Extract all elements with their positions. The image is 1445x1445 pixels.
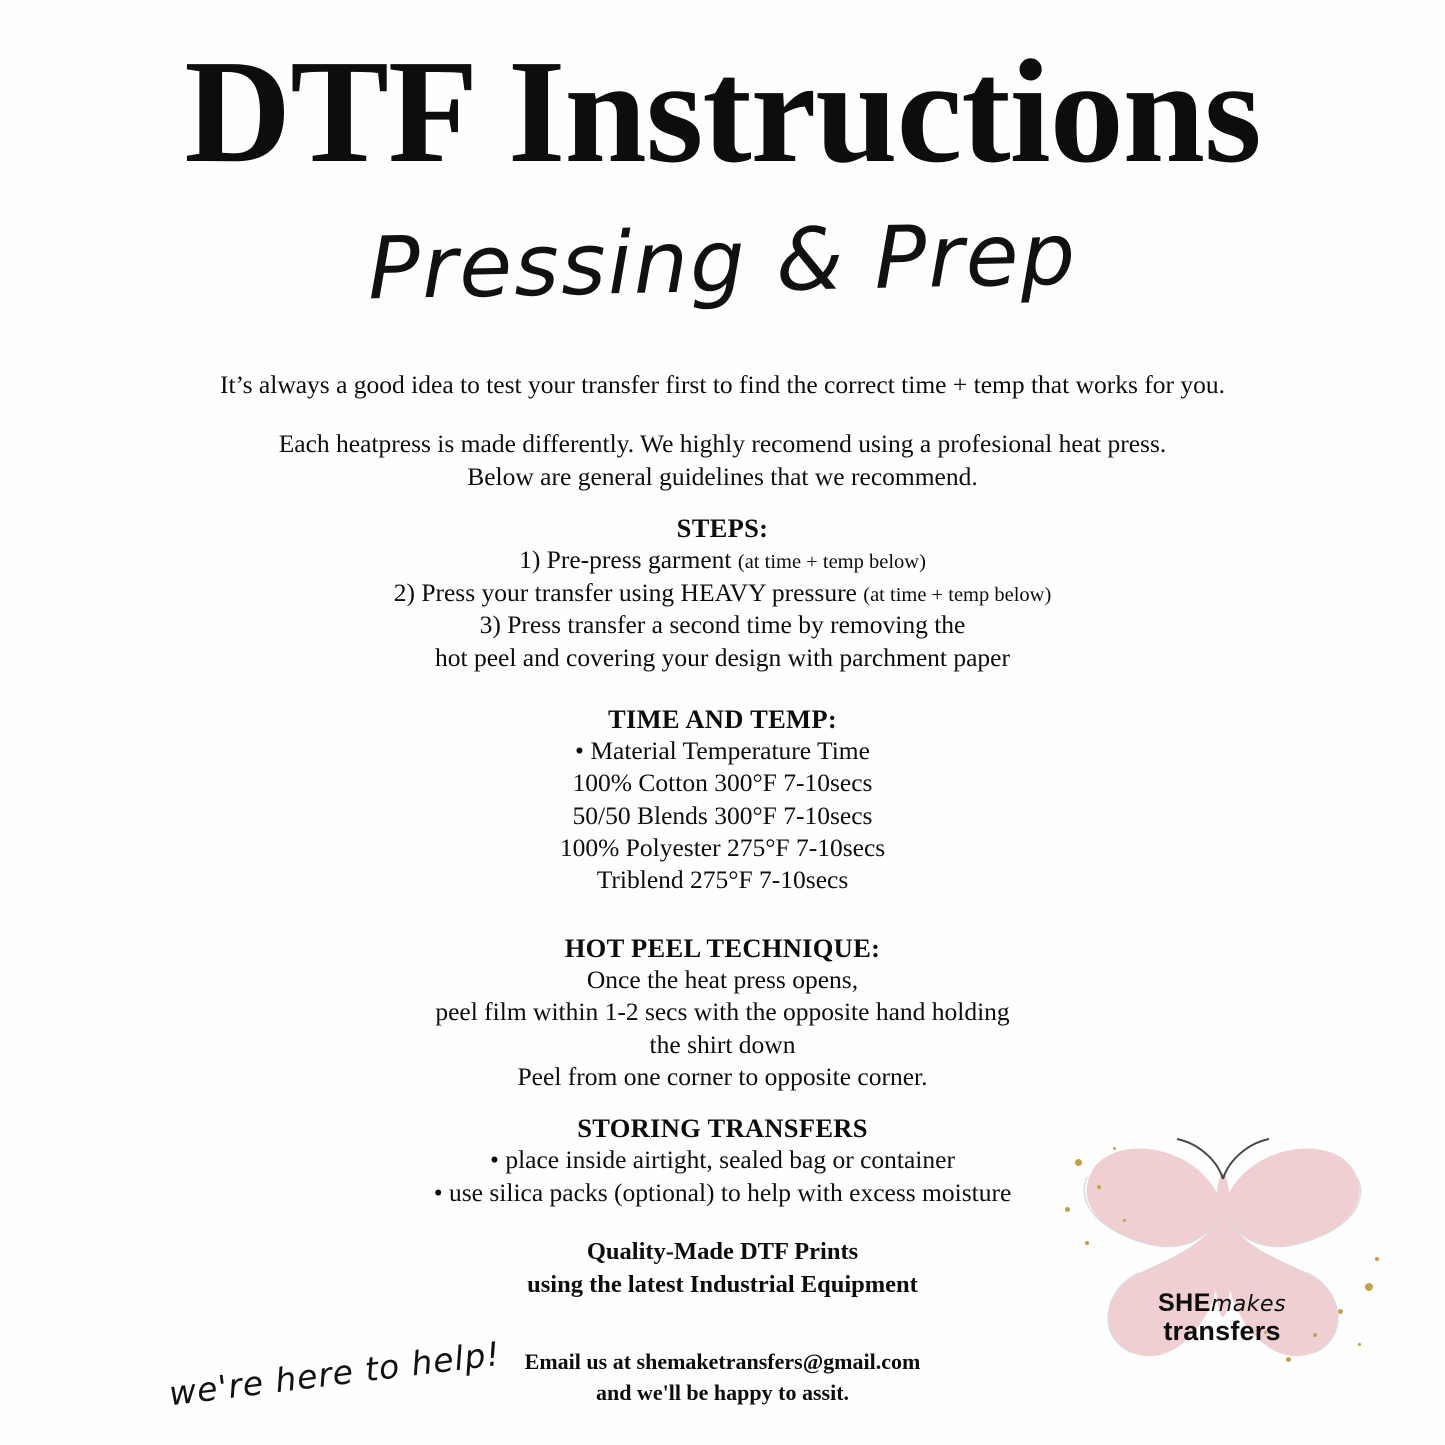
hot-peel-line: Once the heat press opens,	[586, 964, 859, 994]
time-temp-row: 100% Cotton 300°F 7-10secs	[572, 768, 873, 798]
butterfly-icon	[1057, 1133, 1387, 1393]
step-item	[0, 544, 1445, 576]
time-temp-row: 50/50 Blends 300°F 7-10secs	[572, 800, 873, 830]
hot-peel-line: the shirt down	[649, 1029, 796, 1059]
step-item	[0, 577, 1445, 609]
storing-heading: STORING TRANSFERS	[577, 1113, 868, 1144]
here-to-help-note: we're here to help!	[166, 1333, 503, 1414]
logo-line1-bold: SHE	[1157, 1289, 1211, 1318]
step-1-note: (at time + temp below)	[737, 551, 926, 574]
time-temp-columns: • Material Temperature Time	[575, 735, 870, 765]
intro-line-1: It’s always a good idea to test your transfer first to find the correct time + temp that works for you.	[219, 370, 1226, 399]
step-1-text: 1) Pre-press garment	[519, 545, 738, 575]
hot-peel-line: Peel from one corner to opposite corner.	[517, 1061, 928, 1091]
step-2-note: (at time + temp below)	[863, 583, 1052, 606]
time-temp-row: Triblend 275°F 7-10secs	[596, 865, 849, 895]
page-title: DTF Instructions	[184, 30, 1261, 194]
storing-line: • place inside airtight, sealed bag or container	[490, 1145, 955, 1175]
logo-wordmark	[1158, 1290, 1286, 1345]
quality-line-1: Quality-Made DTF Prints	[586, 1238, 859, 1266]
logo-line1-script: makes	[1210, 1292, 1287, 1318]
step-item: hot peel and covering your design with parchment paper	[435, 642, 1010, 672]
hot-peel-line: peel film within 1-2 secs with the opposite hand holding	[435, 997, 1010, 1027]
intro-line-2b: Below are general guidelines that we recommend.	[467, 462, 978, 492]
contact-closing-line: and we'll be happy to assit.	[595, 1380, 850, 1406]
time-temp-heading: TIME AND TEMP:	[608, 703, 837, 734]
storing-line: • use silica packs (optional) to help with excess moisture	[433, 1177, 1012, 1207]
instructions-body	[0, 368, 1445, 1209]
step-item: 3) Press transfer a second time by removing the	[479, 610, 966, 640]
steps-heading: STEPS:	[676, 513, 769, 544]
time-temp-row: 100% Polyester 275°F 7-10secs	[559, 833, 886, 863]
intro-line-2a: Each heatpress is made differently. We highly recomend using a profesional heat press.	[278, 429, 1167, 459]
step-2-text: 2) Press your transfer using HEAVY pressure	[393, 577, 864, 607]
contact-email-line[interactable]: Email us at shemaketransfers@gmail.com	[524, 1349, 921, 1375]
page-subtitle: Pressing & Prep	[366, 204, 1079, 320]
quality-line-2: using the latest Industrial Equipment	[527, 1271, 918, 1299]
logo-line2: transfers	[1163, 1315, 1281, 1346]
hot-peel-heading: HOT PEEL TECHNIQUE:	[564, 932, 881, 963]
brand-logo	[1057, 1133, 1387, 1393]
